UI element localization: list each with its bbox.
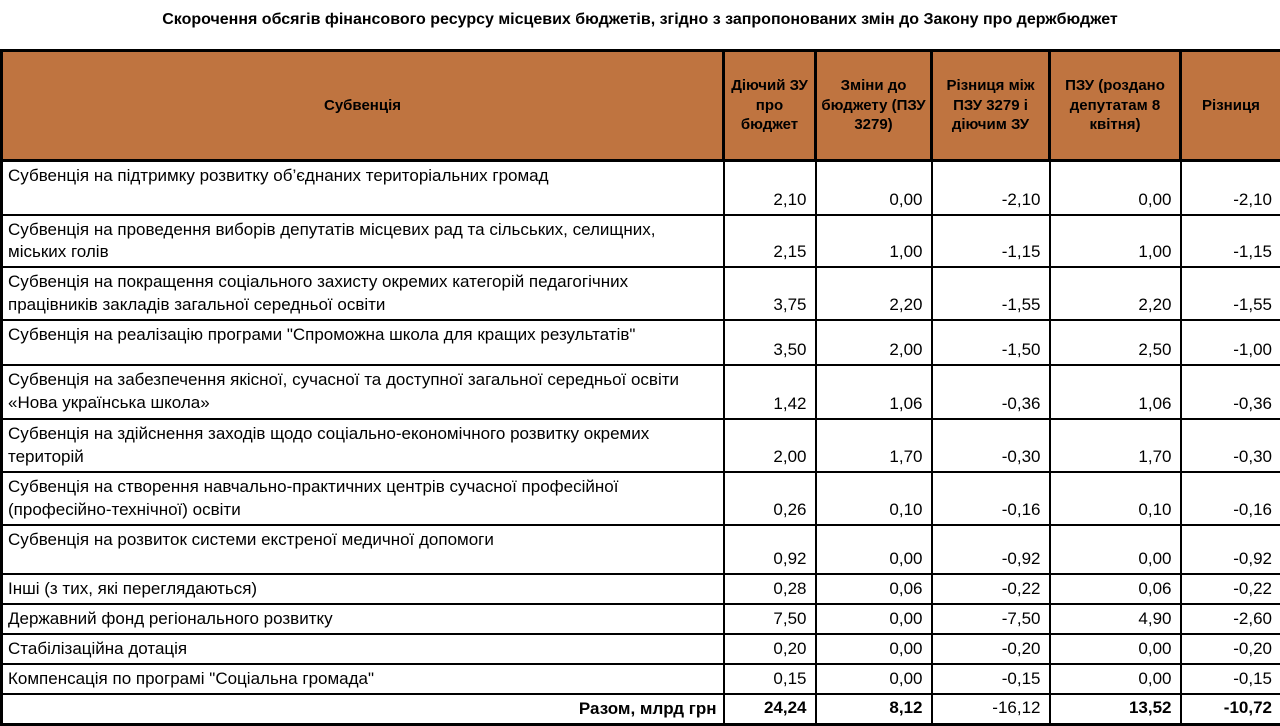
row-value: 0,20: [724, 634, 816, 664]
row-value: 2,00: [816, 320, 932, 365]
table-body: [2, 161, 1280, 725]
row-value: -0,30: [1181, 419, 1280, 472]
totals-label: Разом, млрд грн: [2, 694, 724, 724]
row-value: 0,15: [724, 664, 816, 694]
row-value: 3,75: [724, 267, 816, 320]
row-value: 3,50: [724, 320, 816, 365]
table-row: [2, 525, 1280, 574]
row-label: Компенсація по програмі "Соціальна громада": [2, 664, 724, 694]
row-label: Субвенція на створення навчально-практичних центрів сучасної професійної (професійно-технічної) освіти: [2, 472, 724, 525]
row-label: Субвенція на проведення виборів депутатів місцевих рад та сільських, селищних, міських голів: [2, 215, 724, 268]
row-value: 0,00: [1050, 634, 1181, 664]
row-value: -1,55: [932, 267, 1050, 320]
row-label: Субвенція на забезпечення якісної, сучасної та доступної загальної середньої освіти «Нова українська школа»: [2, 365, 724, 419]
row-value: -0,20: [932, 634, 1050, 664]
row-value: 4,90: [1050, 604, 1181, 634]
table-row: [2, 365, 1280, 419]
table-row: [2, 419, 1280, 472]
row-value: 2,20: [1050, 267, 1181, 320]
row-value: 2,15: [724, 215, 816, 268]
row-value: 1,00: [816, 215, 932, 268]
row-value: -0,92: [932, 525, 1050, 574]
row-value: 0,00: [1050, 161, 1181, 215]
row-label: Субвенція на розвиток системи екстреної медичної допомоги: [2, 525, 724, 574]
row-value: 7,50: [724, 604, 816, 634]
row-value: -0,20: [1181, 634, 1280, 664]
row-value: 1,42: [724, 365, 816, 419]
row-label: Субвенція на покращення соціального захисту окремих категорій педагогічних працівників закладів загальної середньої освіти: [2, 267, 724, 320]
row-value: 0,92: [724, 525, 816, 574]
totals-value: -16,12: [932, 694, 1050, 724]
totals-value: 24,24: [724, 694, 816, 724]
row-value: -1,15: [932, 215, 1050, 268]
row-value: 0,00: [816, 161, 932, 215]
row-label: Стабілізаційна дотація: [2, 634, 724, 664]
row-value: -1,50: [932, 320, 1050, 365]
row-value: 1,70: [816, 419, 932, 472]
row-value: -0,16: [932, 472, 1050, 525]
row-value: -0,16: [1181, 472, 1280, 525]
col-header-subvention: Субвенція: [2, 51, 724, 161]
totals-value: 8,12: [816, 694, 932, 724]
row-value: 0,00: [816, 664, 932, 694]
row-value: 2,20: [816, 267, 932, 320]
table-row: [2, 664, 1280, 694]
row-value: 2,50: [1050, 320, 1181, 365]
col-header-pzu-april8: ПЗУ (роздано депутатам 8 квітня): [1050, 51, 1181, 161]
table-row: [2, 634, 1280, 664]
col-header-diff-pzu-3279: Різниця між ПЗУ 3279 і діючим ЗУ: [932, 51, 1050, 161]
row-value: 0,00: [1050, 664, 1181, 694]
row-value: 0,26: [724, 472, 816, 525]
table-row: [2, 604, 1280, 634]
row-value: -0,30: [932, 419, 1050, 472]
row-value: 1,70: [1050, 419, 1181, 472]
row-label: Державний фонд регіонального розвитку: [2, 604, 724, 634]
totals-value: -10,72: [1181, 694, 1280, 724]
row-value: 0,06: [816, 574, 932, 604]
table-row: [2, 161, 1280, 215]
row-value: -1,15: [1181, 215, 1280, 268]
row-value: 0,10: [1050, 472, 1181, 525]
row-value: 0,10: [816, 472, 932, 525]
table-row: [2, 574, 1280, 604]
row-value: -0,15: [1181, 664, 1280, 694]
row-value: 2,10: [724, 161, 816, 215]
row-value: 2,00: [724, 419, 816, 472]
row-value: 0,00: [816, 634, 932, 664]
row-label: Субвенція на реалізацію програми "Спроможна школа для кращих результатів": [2, 320, 724, 365]
row-value: -2,10: [1181, 161, 1280, 215]
table-row: [2, 320, 1280, 365]
row-value: -0,22: [932, 574, 1050, 604]
header-row: [2, 51, 1280, 161]
row-value: 1,00: [1050, 215, 1181, 268]
row-label: Субвенція на здійснення заходів щодо соціально-економічного розвитку окремих територій: [2, 419, 724, 472]
table-row: [2, 267, 1280, 320]
budget-table: [0, 49, 1280, 726]
table-row: [2, 215, 1280, 268]
row-value: -2,10: [932, 161, 1050, 215]
row-value: -0,22: [1181, 574, 1280, 604]
row-value: 1,06: [816, 365, 932, 419]
col-header-current-law: Діючий ЗУ про бюджет: [724, 51, 816, 161]
table-row: [2, 472, 1280, 525]
table-header: [2, 51, 1280, 161]
row-value: -0,92: [1181, 525, 1280, 574]
row-value: -0,15: [932, 664, 1050, 694]
row-value: -1,00: [1181, 320, 1280, 365]
row-value: -0,36: [1181, 365, 1280, 419]
row-value: 0,00: [816, 525, 932, 574]
row-value: 0,06: [1050, 574, 1181, 604]
row-value: -2,60: [1181, 604, 1280, 634]
row-value: 1,06: [1050, 365, 1181, 419]
row-label: Інші (з тих, які переглядаються): [2, 574, 724, 604]
page-title: Скорочення обсягів фінансового ресурсу місцевих бюджетів, згідно з запропонованих змін до Закону про держбюджет: [0, 0, 1280, 49]
row-value: 0,28: [724, 574, 816, 604]
row-value: 0,00: [816, 604, 932, 634]
row-value: -1,55: [1181, 267, 1280, 320]
col-header-difference: Різниця: [1181, 51, 1280, 161]
row-value: -7,50: [932, 604, 1050, 634]
row-value: 0,00: [1050, 525, 1181, 574]
row-value: -0,36: [932, 365, 1050, 419]
row-label: Субвенція на підтримку розвитку об’єднаних територіальних громад: [2, 161, 724, 215]
col-header-budget-changes: Зміни до бюджету (ПЗУ 3279): [816, 51, 932, 161]
totals-value: 13,52: [1050, 694, 1181, 724]
